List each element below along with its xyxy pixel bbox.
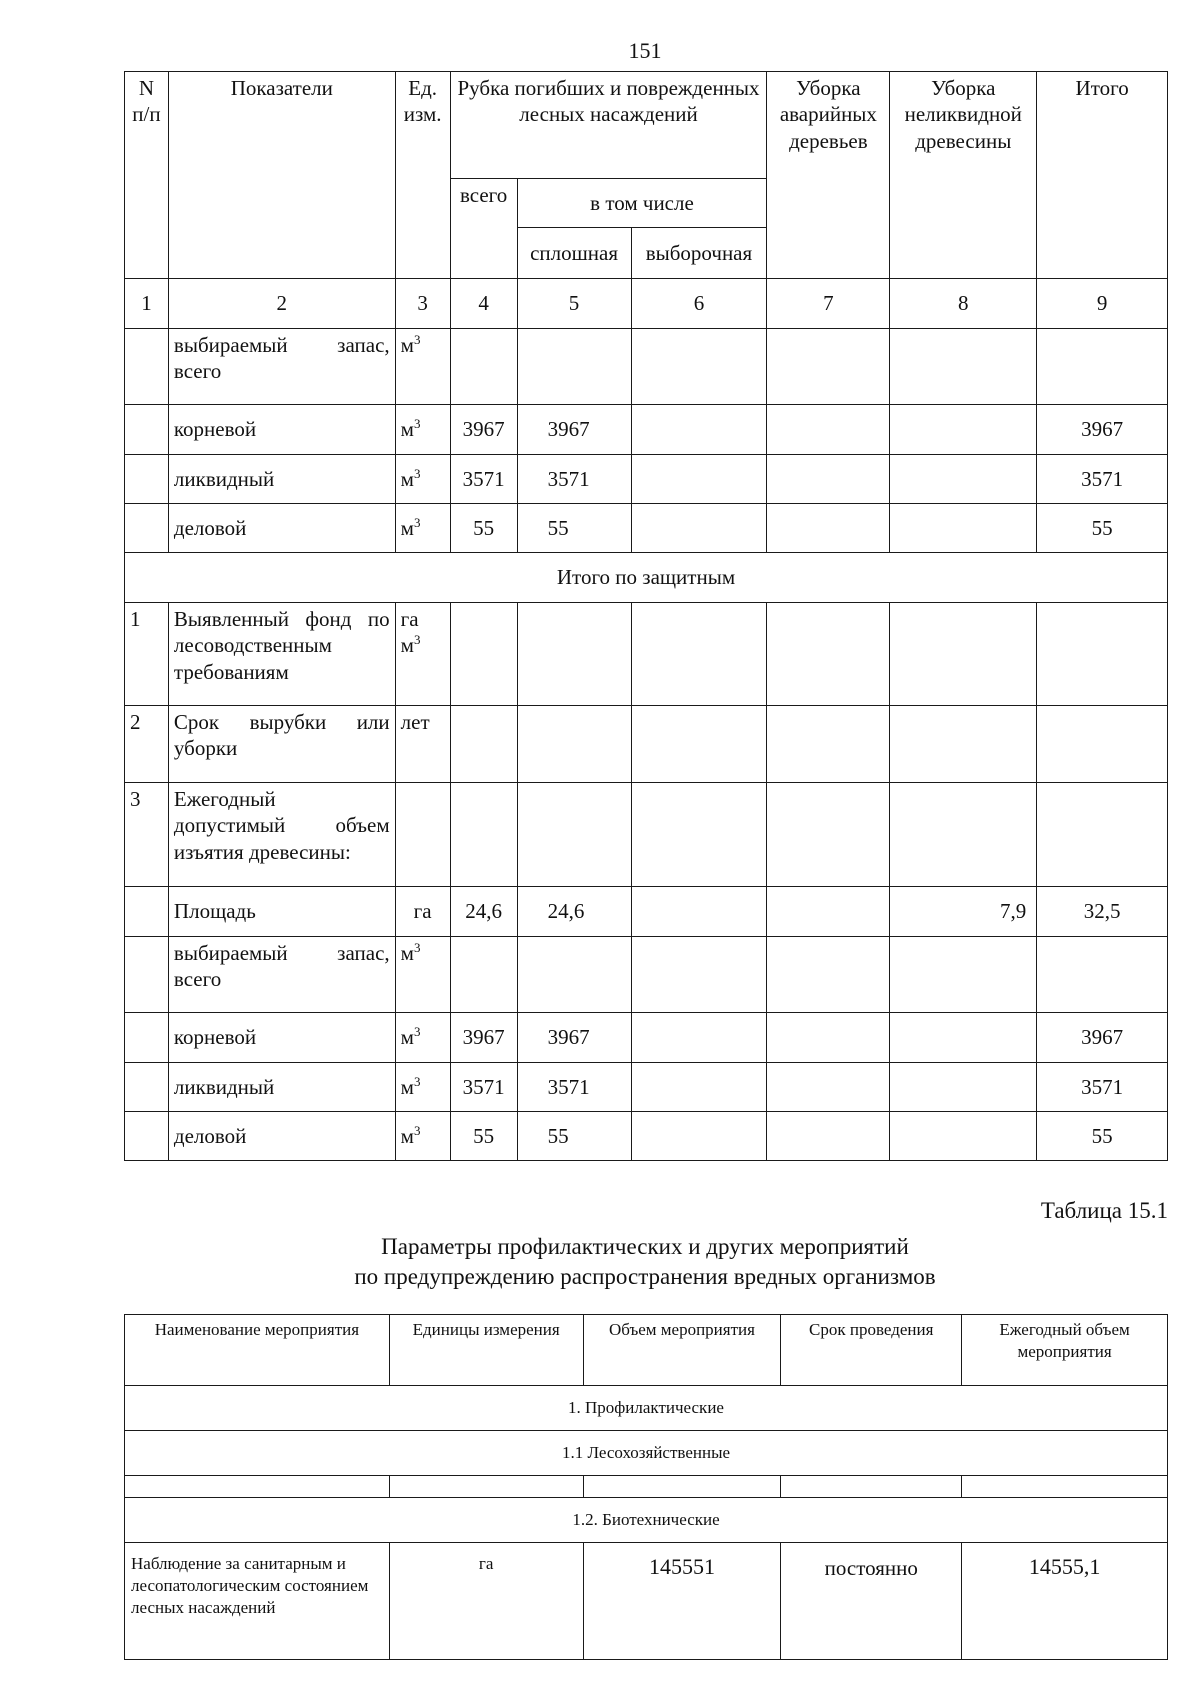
row-label: деловой — [168, 1112, 395, 1161]
unit-cell: $м^3$ — [395, 937, 450, 1013]
header-total: Итого — [1037, 72, 1168, 279]
table-row — [125, 887, 1168, 937]
unit-cell: $м^3$ — [395, 405, 450, 455]
row-label: Срок вырубки или уборки — [168, 706, 395, 783]
col-number: 9 — [1037, 279, 1168, 329]
measure-volume: 145551 — [583, 1543, 781, 1660]
value-cell: 32,5 — [1037, 887, 1168, 937]
table-row — [125, 1543, 1168, 1660]
row-number: 2 — [125, 706, 169, 783]
unit-cell: га — [395, 887, 450, 937]
table-row — [125, 1013, 1168, 1063]
unit-cell: $м^3$ — [395, 1112, 450, 1161]
value-cell: 3967 — [450, 405, 517, 455]
value-cell: 3571 — [1037, 1063, 1168, 1112]
value-cell: 3571 — [450, 455, 517, 504]
row-label: Ежегодный допустимый объем изъятия древесины: — [168, 783, 395, 887]
col-number: 3 — [395, 279, 450, 329]
value-cell: 3967 — [1037, 405, 1168, 455]
value-cell: 55 — [517, 1112, 631, 1161]
row-label: Выявленный фонд по лесоводственным требованиям — [168, 603, 395, 706]
header-unit: Ед. изм. — [395, 72, 450, 279]
unit-cell: $м^3$ — [395, 1063, 450, 1112]
table-row — [125, 1063, 1168, 1112]
section-title: Итого по защитным — [125, 553, 1168, 603]
section-forestry: 1.1 Лесохозяйственные — [125, 1431, 1168, 1476]
value-cell: 24,6 — [450, 887, 517, 937]
measure-term: постоянно — [781, 1543, 962, 1660]
measure-name: Наблюдение за санитарным и лесопатологическим состоянием лесных насаждений — [125, 1543, 390, 1660]
value-cell: 3571 — [450, 1063, 517, 1112]
table-row — [125, 1476, 1168, 1498]
value-cell: 55 — [1037, 504, 1168, 553]
felling-indicators-table — [124, 71, 1168, 1161]
table-row — [125, 1112, 1168, 1161]
value-cell: 55 — [450, 1112, 517, 1161]
section-biotechnical: 1.2. Биотехнические — [125, 1498, 1168, 1543]
col-number: 5 — [517, 279, 631, 329]
header-volume: Объем мероприятия — [583, 1315, 781, 1386]
value-cell: 3571 — [517, 455, 631, 504]
table-row — [125, 455, 1168, 504]
unit-cell: лет — [395, 706, 450, 783]
table-number-label: Таблица 15.1 — [1040, 1198, 1168, 1223]
header-emergency-trees: Уборка аварийных деревьев — [767, 72, 890, 279]
table-row — [125, 937, 1168, 1013]
header-measure-name: Наименование мероприятия — [125, 1315, 390, 1386]
row-label: корневой — [168, 405, 395, 455]
header-term: Срок проведения — [781, 1315, 962, 1386]
header-all: всего — [450, 179, 517, 279]
header-annual-volume: Ежегодный объем мероприятия — [962, 1315, 1168, 1386]
value-cell: 3967 — [517, 405, 631, 455]
table-row — [125, 504, 1168, 553]
col-number: 7 — [767, 279, 890, 329]
header-units: Единицы измерения — [389, 1315, 583, 1386]
col-number: 2 — [168, 279, 395, 329]
table-row — [125, 706, 1168, 783]
col-number: 8 — [890, 279, 1037, 329]
row-number: 3 — [125, 783, 169, 887]
table-row — [125, 783, 1168, 887]
header-selective: выборочная — [631, 228, 767, 279]
unit-cell: $м^3$ — [395, 504, 450, 553]
header-indicators: Показатели — [168, 72, 395, 279]
table-caption: Параметры профилактических и других мероприятий по предупреждению распространения вредных организмов — [354, 1234, 936, 1289]
col-number: 4 — [450, 279, 517, 329]
value-cell: 55 — [1037, 1112, 1168, 1161]
unit-cell: $м^3$ — [395, 329, 450, 405]
row-label: Площадь — [168, 887, 395, 937]
header-solid: сплошная — [517, 228, 631, 279]
value-cell: 24,6 — [517, 887, 631, 937]
value-cell: 3967 — [517, 1013, 631, 1063]
row-label: ликвидный — [168, 455, 395, 504]
col-number: 1 — [125, 279, 169, 329]
header-damaged-felling: Рубка погибших и поврежденных лесных насаждений — [450, 72, 767, 179]
header-including: в том числе — [517, 179, 767, 228]
table-row — [125, 329, 1168, 405]
row-label: выбираемый запас, всего — [168, 329, 395, 405]
row-label: корневой — [168, 1013, 395, 1063]
measure-unit: га — [389, 1543, 583, 1660]
table-row — [125, 603, 1168, 706]
unit-cell: га $м^3$ — [395, 603, 450, 706]
value-cell: 7,9 — [890, 887, 1037, 937]
row-label: выбираемый запас, всего — [168, 937, 395, 1013]
unit-cell: $м^3$ — [395, 455, 450, 504]
value-cell: 3967 — [1037, 1013, 1168, 1063]
header-illiquid-wood: Уборка неликвидной древесины — [890, 72, 1037, 279]
table-row — [125, 405, 1168, 455]
header-row-number: N п/п — [125, 72, 169, 279]
measure-annual-volume: 14555,1 — [962, 1543, 1168, 1660]
unit-cell: $м^3$ — [395, 1013, 450, 1063]
row-number: 1 — [125, 603, 169, 706]
row-label: ликвидный — [168, 1063, 395, 1112]
value-cell: 55 — [450, 504, 517, 553]
value-cell: 3571 — [1037, 455, 1168, 504]
row-label: деловой — [168, 504, 395, 553]
page-number: 151 — [628, 38, 662, 63]
value-cell: 55 — [517, 504, 631, 553]
value-cell: 3571 — [517, 1063, 631, 1112]
col-number: 6 — [631, 279, 767, 329]
value-cell: 3967 — [450, 1013, 517, 1063]
section-preventive: 1. Профилактические — [125, 1386, 1168, 1431]
preventive-measures-table — [124, 1314, 1168, 1660]
